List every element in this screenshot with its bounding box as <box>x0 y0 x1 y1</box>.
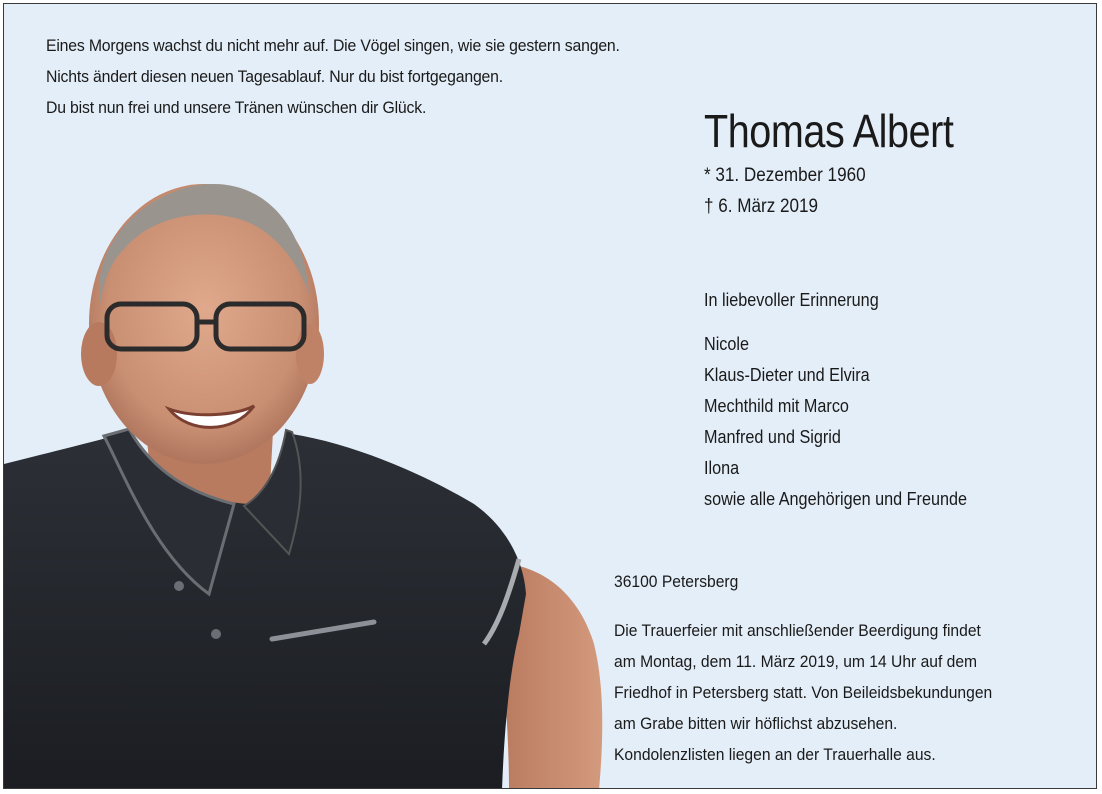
shirt-button-1 <box>174 581 184 591</box>
funeral-line: Kondolenzlisten liegen an der Trauerhalle aus. <box>614 745 936 764</box>
mourner-name: Klaus-Dieter und Elvira <box>704 365 870 385</box>
shirt-button-2 <box>211 629 221 639</box>
ear-left <box>81 322 117 386</box>
mourner-name: Manfred und Sigrid <box>704 427 841 447</box>
deceased-info <box>704 102 1084 515</box>
funeral-line: am Grabe bitten wir höflichst abzusehen. <box>614 714 898 733</box>
mourner-name: Nicole <box>704 334 750 354</box>
mourner-list <box>704 329 1046 515</box>
poem-line-2: Nichts ändert diesen neuen Tagesablauf. Nur du bist fortgegangen. <box>46 67 503 86</box>
portrait-photo <box>4 174 614 789</box>
funeral-line: Friedhof in Petersberg statt. Von Beileidsbekundungen <box>614 683 993 702</box>
birth-date: * 31. Dezember 1960 <box>704 165 866 186</box>
mourner-name: sowie alle Angehörigen und Freunde <box>704 489 967 509</box>
funeral-notice <box>614 615 1051 770</box>
ear-right <box>296 324 324 384</box>
death-date: † 6. März 2019 <box>704 196 819 217</box>
obituary-card <box>3 3 1097 789</box>
poem-line-1: Eines Morgens wachst du nicht mehr auf. Die Vögel singen, wie sie gestern sangen. <box>46 36 620 55</box>
location: 36100 Petersberg <box>614 572 739 591</box>
mourner-name: Mechthild mit Marco <box>704 396 849 416</box>
poem-line-3: Du bist nun frei und unsere Tränen wünschen dir Glück. <box>46 98 427 117</box>
funeral-line: am Montag, dem 11. März 2019, um 14 Uhr auf dem <box>614 652 978 671</box>
memory-heading: In liebevoller Erinnerung <box>704 290 879 310</box>
life-dates <box>704 160 1046 222</box>
mourner-name: Ilona <box>704 458 740 478</box>
funeral-line: Die Trauerfeier mit anschließender Beerdigung findet <box>614 621 981 640</box>
poem <box>46 30 678 123</box>
deceased-name: Thomas Albert <box>704 105 954 157</box>
